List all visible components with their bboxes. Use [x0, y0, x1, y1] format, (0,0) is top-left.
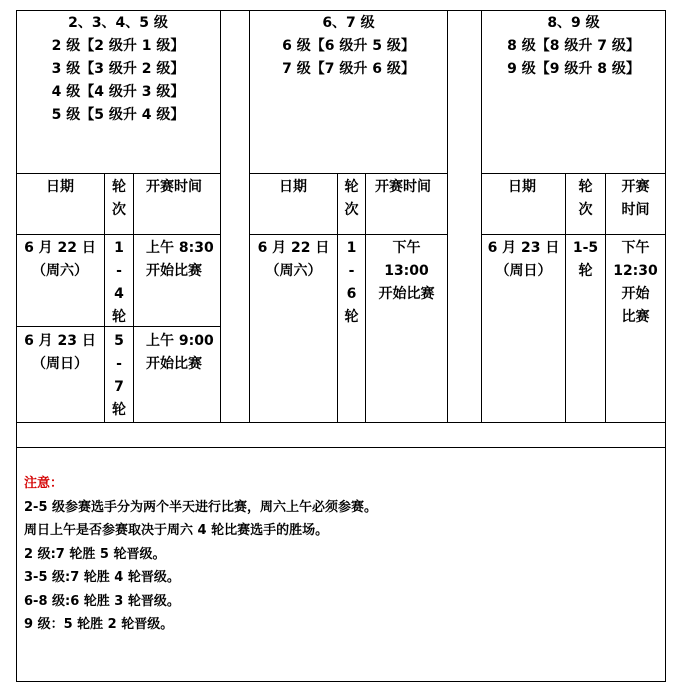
rule [249, 173, 448, 174]
time-header: 开赛时间 [375, 179, 431, 195]
time-text: 12:30 [613, 263, 658, 279]
promotion-line: 7 级【7 级升 6 级】 [282, 61, 415, 77]
date-text: 6 月 22 日 [24, 240, 96, 256]
round-char: 7 [114, 379, 124, 395]
session-rounds [338, 237, 365, 329]
time-header [606, 176, 665, 222]
session-rounds [105, 237, 133, 329]
rule [481, 173, 666, 174]
round-char: 轮 [578, 263, 593, 279]
promotion-line: 5 级【5 级升 4 级】 [51, 107, 185, 123]
promotion-line: 2 级【2 级升 1 级】 [51, 38, 185, 54]
time-text: 比赛 [621, 309, 650, 325]
session-time [146, 237, 214, 283]
notes-section [24, 472, 377, 637]
round-header [338, 176, 365, 222]
rule [220, 10, 221, 423]
time-header-line: 开赛 [621, 179, 650, 195]
note-line: 周日上午是否参赛取决于周六 4 轮比赛选手的胜场。 [24, 523, 329, 538]
round-header-char: 次 [344, 202, 359, 218]
session-date [16, 330, 104, 376]
time-header: 开赛时间 [146, 179, 202, 195]
rule [16, 447, 666, 448]
table-border-bottom [16, 681, 666, 682]
time-header-line: 时间 [621, 202, 650, 218]
round-header-char: 次 [578, 202, 593, 218]
session-date [16, 237, 104, 283]
time-text: 下午 [392, 240, 421, 256]
note-line: 2-5 级参赛选手分为两个半天进行比赛，周六上午必须参赛。 [24, 499, 378, 515]
round-header-char: 轮 [344, 179, 359, 195]
session-time [146, 330, 214, 376]
round-header-char: 轮 [578, 179, 593, 195]
rule [481, 234, 666, 235]
date-header: 日期 [508, 179, 536, 195]
session-time [606, 237, 665, 329]
rule [16, 173, 221, 174]
session-date [250, 237, 337, 283]
note-line: 2 级:7 轮胜 5 轮晋级。 [24, 546, 166, 562]
round-char: - [116, 356, 122, 372]
note-line: 9 级：5 轮胜 2 轮晋级。 [24, 617, 174, 632]
date-text: 6 月 23 日 [24, 333, 96, 349]
group-3-header [482, 12, 665, 81]
session-rounds [105, 330, 133, 422]
weekday-text: （周日） [495, 263, 552, 279]
round-char: 1 [346, 240, 357, 256]
table-border-right [665, 10, 666, 682]
rule [16, 234, 221, 235]
note-line: 6-8 级:6 轮胜 3 轮晋级。 [24, 593, 180, 609]
promotion-line: 6 级【6 级升 5 级】 [282, 38, 415, 54]
date-text: 6 月 22 日 [257, 240, 330, 256]
time-text: 下午 [621, 240, 650, 256]
promotion-line: 8 级【8 级升 7 级】 [507, 38, 640, 54]
time-text: 上午 9:00 [146, 333, 214, 349]
rule [447, 10, 448, 423]
round-char: 4 [114, 286, 124, 302]
date-text: 6 月 23 日 [487, 240, 560, 256]
group-1-header [16, 12, 220, 127]
notes-title: 注意： [24, 476, 64, 491]
group-title: 8、9 级 [547, 15, 600, 31]
time-text: 开始比赛 [378, 286, 435, 302]
session-time [366, 237, 447, 306]
note-line: 3-5 级:7 轮胜 4 轮晋级。 [24, 570, 180, 585]
time-text: 上午 8:30 [146, 240, 214, 256]
rule [16, 422, 666, 423]
session-rounds [566, 237, 605, 283]
time-text: 开始比赛 [146, 263, 202, 279]
round-header [566, 176, 605, 222]
round-char: 1-5 [572, 240, 599, 256]
round-char: - [348, 263, 355, 279]
schedule-table [16, 10, 666, 682]
group-title: 6、7 级 [322, 15, 375, 31]
round-char: - [116, 263, 122, 279]
table-border-top [16, 10, 666, 11]
group-title: 2、3、4、5 级 [68, 15, 168, 31]
round-char: 轮 [344, 309, 359, 325]
promotion-line: 3 级【3 级升 2 级】 [51, 61, 185, 77]
round-char: 轮 [112, 309, 126, 325]
round-header-char: 轮 [112, 179, 126, 195]
round-char: 5 [114, 333, 124, 349]
round-header [105, 176, 133, 222]
time-text: 开始 [621, 286, 650, 302]
promotion-line: 9 级【9 级升 8 级】 [507, 61, 640, 77]
group-2-header [250, 12, 447, 81]
round-char: 6 [346, 286, 357, 302]
weekday-text: （周日） [32, 356, 88, 372]
date-header: 日期 [279, 179, 307, 195]
time-text: 开始比赛 [146, 356, 202, 372]
round-char: 1 [114, 240, 124, 256]
time-text: 13:00 [384, 263, 429, 279]
rule [133, 173, 134, 423]
round-header-char: 次 [112, 202, 126, 218]
weekday-text: （周六） [265, 263, 322, 279]
weekday-text: （周六） [32, 263, 88, 279]
promotion-line: 4 级【4 级升 3 级】 [51, 84, 185, 100]
round-char: 轮 [112, 402, 126, 418]
date-header: 日期 [46, 179, 74, 195]
rule [249, 234, 448, 235]
session-date [482, 237, 565, 283]
